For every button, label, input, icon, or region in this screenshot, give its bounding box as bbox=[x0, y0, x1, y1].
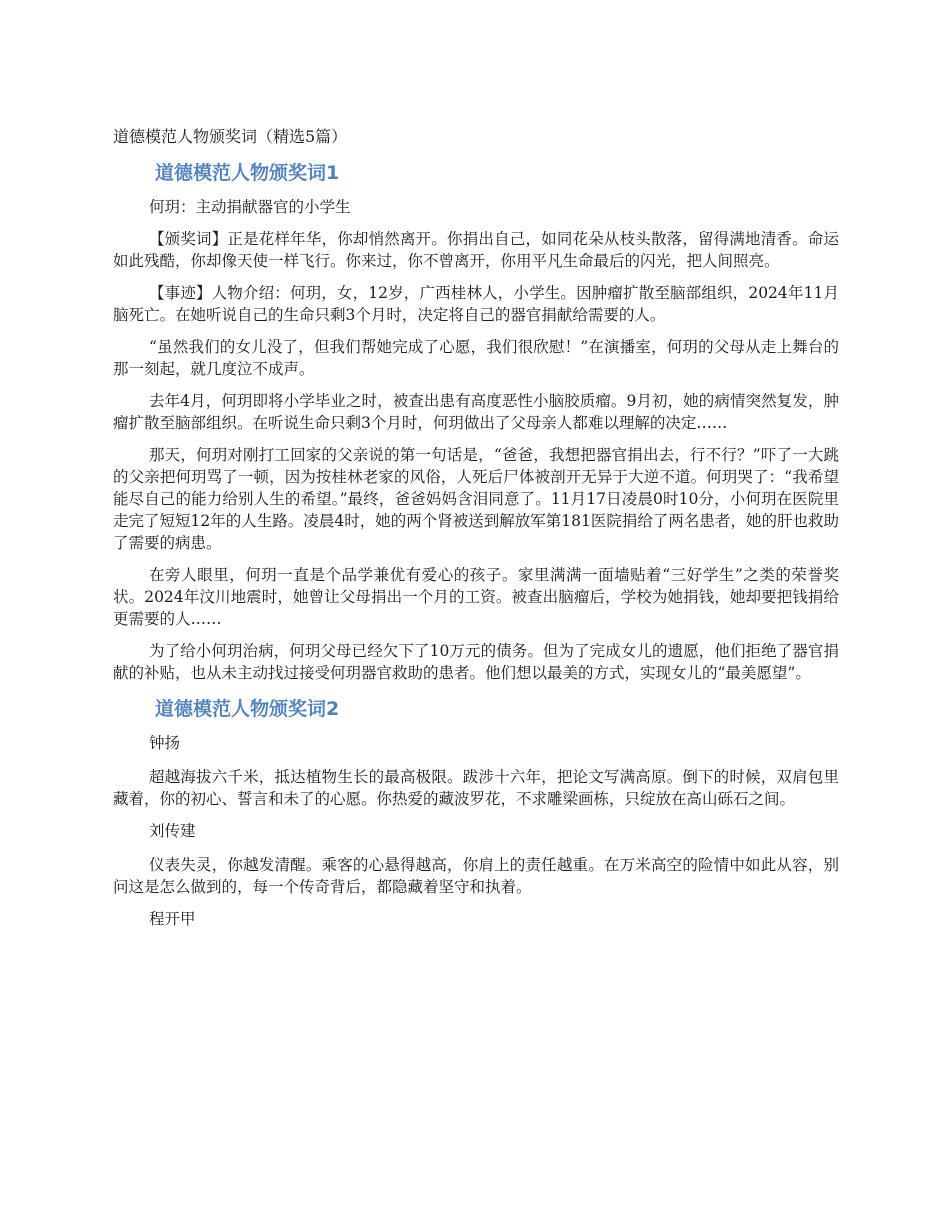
paragraph-family-debt: 为了给小何玥治病，何玥父母已经欠下了10万元的债务。但为了完成女儿的遗愿，他们拒绝了器官捐献的补贴，也从未主动找过接受何玥器官救助的患者。他们想以最美的方式，实现女儿的“最美愿望”。 bbox=[113, 642, 839, 682]
document-page bbox=[113, 124, 839, 942]
paragraph-character: 在旁人眼里，何玥一直是个品学兼优有爱心的孩子。家里满满一面墙贴着“三好学生”之类的荣誉奖状。2024年汶川地震时，她曾让父母捐出一个月的工资。被查出脑瘤后，学校为她捐钱，她却要把钱捐给更需要的人…… bbox=[113, 566, 839, 628]
entry-name: 程开甲 bbox=[149, 910, 196, 928]
entry-text: 超越海拔六千米，抵达植物生长的最高极限。跋涉十六年，把论文写满高原。倒下的时候，双肩包里藏着，你的初心、誓言和未了的心愿。你热爱的藏波罗花，不求雕梁画栋，只绽放在高山砾石之间。 bbox=[113, 768, 839, 808]
entry-text: 仪表失灵，你越发清醒。乘客的心悬得越高，你肩上的责任越重。在万米高空的险情中如此从容，别问这是怎么做到的，每一个传奇背后，都隐藏着坚守和执着。 bbox=[113, 856, 839, 896]
entry-name: 钟扬 bbox=[149, 734, 181, 752]
award-subject: 何玥：主动捐献器官的小学生 bbox=[149, 198, 351, 216]
paragraph-parents-quote: “虽然我们的女儿没了，但我们帮她完成了心愿，我们很欣慰！”在演播室，何玥的父母从走上舞台的那一刻起，就几度泣不成声。 bbox=[113, 338, 839, 378]
paragraph-award-words: 【颁奖词】正是花样年华，你却悄然离开。你捐出自己，如同花朵从枝头散落，留得满地清香。命运如此残酷，你却像天使一样飞行。你来过，你不曾离开，你用平凡生命最后的闪光，把人间照亮。 bbox=[113, 230, 839, 270]
section-heading-1: 道德模范人物颁奖词1 bbox=[155, 162, 340, 184]
entry-name: 刘传建 bbox=[149, 822, 196, 840]
paragraph-deeds: 【事迹】人物介绍：何玥，女，12岁，广西桂林人，小学生。因肿瘤扩散至脑部组织，2024年11月脑死亡。在她听说自己的生命只剩3个月时，决定将自己的器官捐献给需要的人。 bbox=[113, 284, 839, 324]
paragraph-diagnosis: 去年4月，何玥即将小学毕业之时，被查出患有高度恶性小脑胶质瘤。9月初，她的病情突然复发，肿瘤扩散至脑部组织。在听说生命只剩3个月时，何玥做出了父母亲人都难以理解的决定…… bbox=[113, 392, 839, 432]
document-title: 道德模范人物颁奖词（精选5篇） bbox=[113, 127, 348, 146]
paragraph-decision: 那天，何玥对刚打工回家的父亲说的第一句话是，“爸爸，我想把器官捐出去，行不行？”吓了一大跳的父亲把何玥骂了一顿，因为按桂林老家的风俗，人死后尸体被剖开无异于大逆不道。何玥哭了：“我希望能尽自己的能力给别人生的希望。”最终，爸爸妈妈含泪同意了。11月17日凌晨0时10分，小何玥在医院里走完了短短12年的人生路。凌晨4时，她的两个肾被送到解放军第181医院捐给了两名患者，她的肝也救助了需要的病患。 bbox=[113, 446, 839, 552]
section-heading-2: 道德模范人物颁奖词2 bbox=[155, 698, 340, 720]
